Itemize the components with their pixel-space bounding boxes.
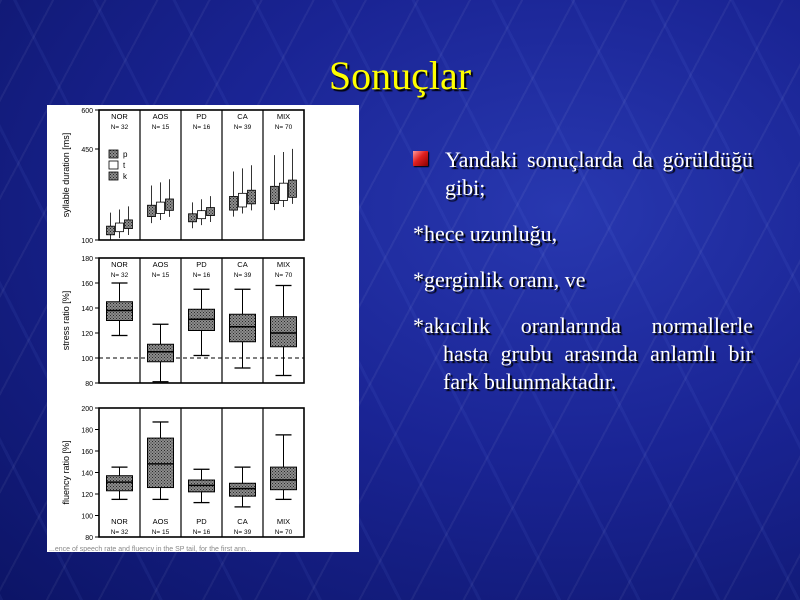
box [166,199,174,210]
box [148,438,174,487]
group-label: MIX [276,112,291,121]
box [248,190,256,204]
group-n-label: N= 70 [274,124,293,131]
y-axis-label: stress ratio [%] [61,290,71,351]
group-label: PD [196,112,207,121]
group-label: CA [237,112,248,121]
box [157,202,165,213]
box [148,344,174,362]
box [107,226,115,235]
y-tick-label: 80 [85,381,93,388]
bullet-paragraph [413,146,753,202]
group-n-label: N= 32 [110,272,129,279]
box [271,186,279,203]
group-n-label: N= 16 [192,272,211,279]
legend-swatch [109,172,118,180]
group-label: NOR [111,112,128,121]
y-axis-label: syllable duration [ms] [61,132,71,218]
y-tick-label: 450 [81,147,93,154]
group-label: AOS [152,112,169,121]
group-label: MIX [276,517,291,526]
group-n-label: N= 39 [233,529,252,536]
box [148,205,156,216]
group-n-label: N= 70 [274,272,293,279]
y-tick-label: 180 [81,427,93,435]
y-tick-label: 180 [81,256,93,263]
slide-title: Sonuçlar [328,53,472,98]
box [289,180,297,197]
group-n-label: N= 16 [192,529,211,536]
group-label: PD [196,260,207,269]
y-tick-label: 120 [81,492,93,499]
paragraph-2: *hece uzunluğu, [413,221,558,246]
group-label: AOS [152,260,169,269]
group-label: CA [237,517,248,526]
boxplot-figure-svg [47,105,359,552]
legend-label: t [123,161,126,170]
box [280,183,288,200]
group-n-label: N= 15 [151,124,170,131]
group-label: NOR [111,260,128,269]
group-label: MIX [276,260,291,269]
group-label: PD [196,517,207,526]
y-tick-label: 140 [81,470,93,478]
slide-text [413,146,753,414]
group-label: AOS [152,517,169,526]
group-label: NOR [111,517,128,526]
box [271,317,297,347]
y-tick-label: 160 [81,449,93,456]
y-tick-label: 100 [81,513,93,521]
group-label: CA [237,260,248,269]
paragraph-1: Yandaki sonuçlarda da görüldüğü gibi; [445,147,753,200]
group-n-label: N= 32 [110,124,129,131]
y-tick-label: 100 [81,356,93,363]
group-n-label: N= 39 [233,124,252,131]
y-tick-label: 100 [81,238,93,245]
group-n-label: N= 39 [233,272,252,279]
box [230,314,256,342]
box [198,211,206,219]
y-tick-label: 140 [81,306,93,313]
y-tick-label: 600 [81,108,93,115]
box [189,214,197,222]
boxplot-figure [47,105,359,552]
y-tick-label: 160 [81,281,93,288]
group-n-label: N= 70 [274,529,293,536]
y-tick-label: 80 [85,535,93,542]
box [230,196,238,210]
legend-swatch [109,150,118,158]
y-axis-label: fluency ratio [%] [61,440,71,505]
box [230,483,256,496]
paragraph-4: *akıcılık oranlarında normallerle hasta grubu arasında anlamlı bir fark bulunmaktadır. [413,313,753,394]
box [125,220,133,229]
group-n-label: N= 32 [110,529,129,536]
legend-label: p [123,150,128,159]
box [116,223,124,232]
box [107,476,133,491]
group-n-label: N= 15 [151,272,170,279]
legend-swatch [109,161,118,169]
group-n-label: N= 15 [151,529,170,536]
legend-label: k [123,172,127,181]
box [271,467,297,490]
box [207,208,215,216]
paragraph-3: *gerginlik oranı, ve [413,267,586,292]
y-tick-label: 120 [81,331,93,338]
figure-caption: ...ence of speech rate and fluency in the SP tail, for the first ann... [49,546,252,552]
red-square-bullet-icon [413,151,428,166]
box [239,193,247,207]
y-tick-label: 200 [81,406,93,413]
group-n-label: N= 16 [192,124,211,131]
